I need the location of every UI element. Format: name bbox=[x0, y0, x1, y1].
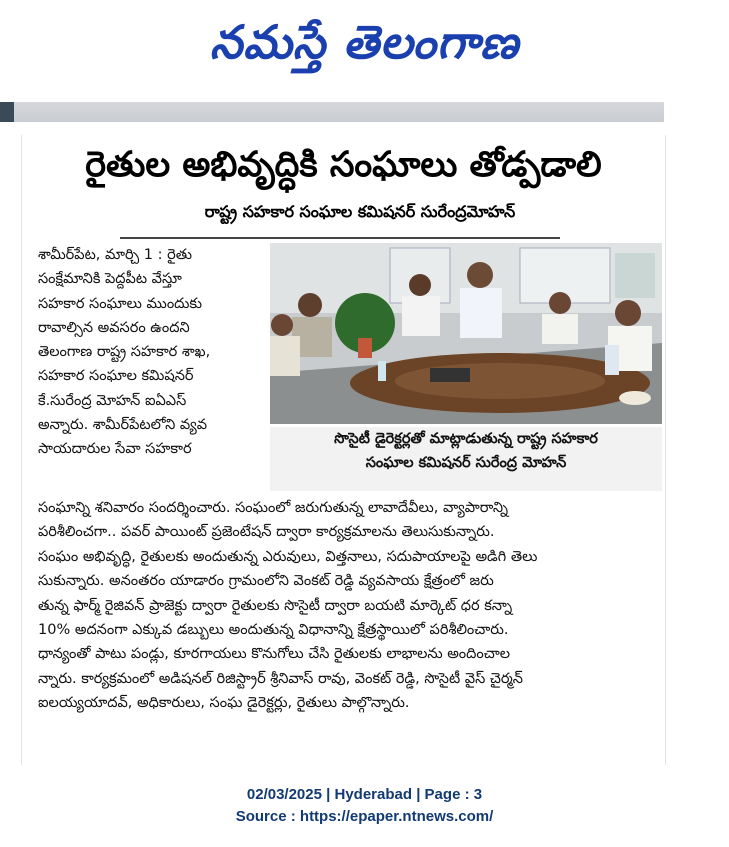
article-column bbox=[38, 243, 262, 462]
header-bar-tab bbox=[0, 102, 14, 122]
body-line: సుకున్నారు. అనంతరం యాడారం గ్రామంలోని వెంకట్ రెడ్డి వ్యవసాయ క్షేత్రంలో జరు bbox=[38, 573, 494, 590]
column-line: సంక్షేమానికి పెద్దపీట వేస్తూ bbox=[38, 271, 182, 288]
body-line: ధాన్యంతో పాటు పండ్లు, కూరగాయలు కొనుగోలు చేసి రైతులకు లాభాలను అందించాల bbox=[38, 646, 511, 663]
page-footer bbox=[0, 784, 729, 828]
news-photo bbox=[270, 243, 662, 424]
body-line: సంఘాన్ని శనివారం సందర్శించారు. సంఘంలో జరుగుతున్న లావాదేవీలు, వ్యాపారాన్ని bbox=[38, 500, 508, 516]
column-line: కే.సురేంద్ర మోహన్ ఐఏఎస్ bbox=[38, 392, 187, 409]
newspaper-logo: నమస్తే తెలంగాణ bbox=[209, 15, 520, 69]
column-line: తెలంగాణ రాష్ట్ర సహకార శాఖ, bbox=[38, 344, 211, 361]
header-bar bbox=[0, 102, 664, 122]
subheadline-underline bbox=[120, 237, 560, 239]
caption-line: సంఘాల కమిషనర్ సురేంద్ర మోహన్ bbox=[365, 455, 567, 471]
column-line: సహకార సంఘాల కమిషనర్ bbox=[38, 368, 194, 385]
article-headline: రైతుల అభివృద్ధికి సంఘాలు తోడ్పడాలి bbox=[85, 145, 602, 185]
body-line: సంఘం అభివృద్ధి, రైతులకు అందుతున్న ఎరువులు, విత్తనాలు, సదుపాయాలపై అడిగి తెలు bbox=[38, 548, 538, 565]
body-line: న్నారు. కార్యక్రమంలో అడిషనల్ రిజిస్ట్రార్ శ్రీనివాస్ రావు, వెంకట్ రెడ్డి, సొసైటీ వైస్ చైర్మన్ bbox=[38, 670, 523, 687]
body-line: తున్న ఫార్మ్ రైజివన్ ప్రాజెక్టు ద్వారా రైతులకు సొసైటీ ద్వారా బయటి మార్కెట్ ధర కన్నా bbox=[38, 597, 513, 614]
meeting-photo-illustration bbox=[270, 243, 662, 424]
column-line: రావాల్సిన అవసరం ఉందని bbox=[38, 319, 190, 336]
column-line: శామీర్‌పేట, మార్చి 1 : రైతు bbox=[38, 247, 193, 263]
column-line: సహకార సంఘాలు ముందుకు bbox=[38, 295, 203, 312]
body-line: 10% అదనంగా ఎక్కువ డబ్బులు అందుతున్న విధానాన్ని క్షేత్రస్థాయిలో పరిశీలించారు. bbox=[38, 622, 509, 639]
column-line: సాయదారుల సేవా సహకార bbox=[38, 441, 192, 458]
body-line: పరిశీలించగా.. పవర్ పాయింట్ ప్రజెంటేషన్ ద్వారా కార్యక్రమాలను తెలుసుకున్నారు. bbox=[38, 524, 495, 541]
body-line: ఐలయ్యయాదవ్, అధికారులు, సంఘ డైరెక్టర్లు, రైతులు పాల్గొన్నారు. bbox=[38, 695, 410, 712]
footer-date-edition: 02/03/2025 | Hyderabad | Page : 3 bbox=[246, 786, 483, 803]
masthead bbox=[0, 0, 729, 96]
column-line: అన్నారు. శామీర్‌పేటలోని వ్యవ bbox=[38, 417, 208, 434]
right-divider bbox=[665, 135, 666, 765]
left-divider bbox=[21, 135, 22, 765]
article-subheadline: రాష్ట్ర సహకార సంఘాల కమిషనర్ సురేంద్రమోహన్ bbox=[204, 202, 516, 221]
caption-line: సొసైటీ డైరెక్టర్లతో మాట్లాడుతున్న రాష్ట్ర సహకార bbox=[334, 431, 598, 447]
photo-caption bbox=[270, 427, 662, 491]
footer-source-link[interactable]: Source : https://epaper.ntnews.com/ bbox=[235, 808, 494, 825]
article-body bbox=[38, 496, 664, 716]
